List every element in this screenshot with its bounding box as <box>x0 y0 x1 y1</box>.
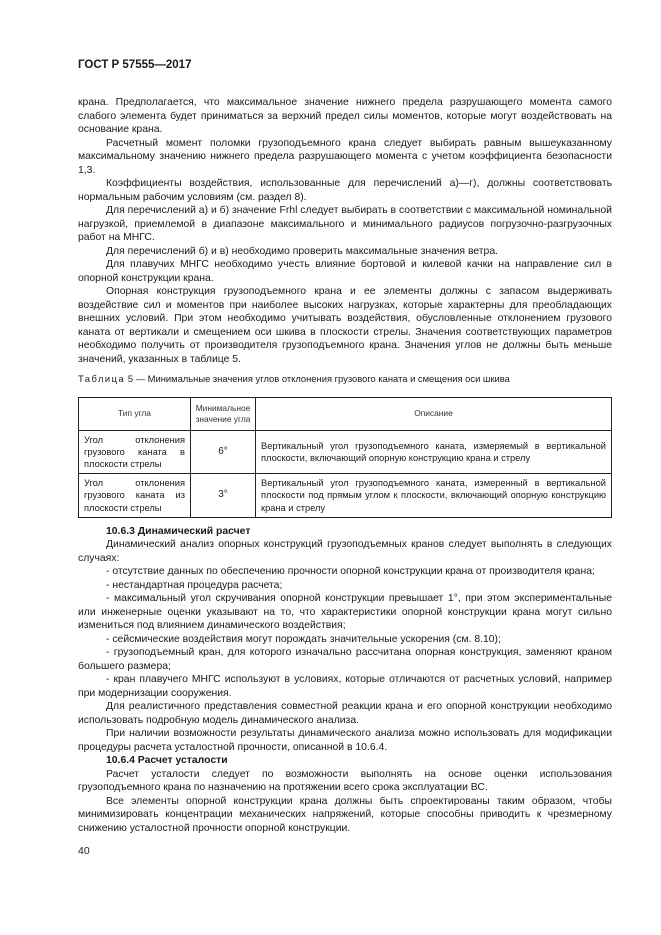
section-heading-10-6-4: 10.6.4 Расчет усталости <box>106 755 228 767</box>
page-number: 40 <box>78 845 90 857</box>
angle-value-cell: 3° <box>191 474 256 518</box>
paragraph: Расчетный момент поломки грузоподъемного крана следует выбирать равным вышеуказанному максимальному значению нижнего предела разрушающего момента с учетом коэффициента безопасности 1,3. <box>78 137 612 176</box>
list-item: - нестандартная процедура расчета; <box>106 579 283 591</box>
table-row <box>79 430 612 474</box>
list-item: - сейсмические воздействия могут порождать значительные ускорения (см. 8.10); <box>106 633 501 645</box>
angle-description-cell: Вертикальный угол грузоподъемного каната, измеряемый в вертикальной плоскости, включающий опорную конструкцию крана и стрелу <box>256 430 612 474</box>
paragraph: Для реалистичного представления совместной реакции крана и его опорной конструкции необходимо использовать подробную модель динамического анализа. <box>78 701 612 726</box>
column-header-type: Тип угла <box>79 397 191 430</box>
paragraph: Опорная конструкция грузоподъемного крана и ее элементы должны с запасом выдерживать воздействие сил и моментов при наиболее высоких нагрузках, которые характерны для преобладающих внешних условий. При этом необходимо учитывать воздействия, обусловленные отклонением грузового каната от вертикали и смещением оси шкива в плоскости стрелы. Значения соответствующих параметров необходимо получить от производителя грузоподъемного крана. Значения углов не должны быть меньше значений, указанных в таблице 5. <box>78 286 612 365</box>
paragraph: Все элементы опорной конструкции крана должны быть спроектированы таким образом, чтобы минимизировать концентрации механических напряжений, которые способны приводить к чрезмерному снижению усталостной прочности опорной конструкции. <box>78 795 612 834</box>
paragraph: Коэффициенты воздействия, использованные для перечислений а)—г), должны соответствовать нормальным рабочим условиям (см. раздел 8). <box>78 178 612 203</box>
body-text <box>78 96 612 835</box>
list-item: - кран плавучего МНГС используют в условиях, которые отличаются от расчетных условий, например при модернизации сооружения. <box>78 674 612 699</box>
table-5 <box>78 397 612 518</box>
table-caption-text: 5 — Минимальные значения углов отклонения грузового каната и смещения оси шкива <box>127 373 510 384</box>
list-item: - максимальный угол скручивания опорной конструкции превышает 1°, при этом экспериментальные или инженерные оценки указывают на то, что характеристики опорной конструкции крана могут сильно измениться под влиянием динамического воздействия; <box>78 593 612 632</box>
table-caption <box>78 372 612 386</box>
angle-description-cell: Вертикальный угол грузоподъемного каната, измеренный в вертикальной плоскости под прямым углом к плоскости, включающий опорную конструкцию крана и стрелу <box>256 474 612 518</box>
table-caption-label: Таблица <box>78 373 126 384</box>
paragraph: При наличии возможности результаты динамического анализа можно использовать для модификации процедуры расчета усталостной прочности, описанной в 10.6.4. <box>78 728 612 753</box>
section-heading-10-6-3: 10.6.3 Динамический расчет <box>106 525 251 537</box>
angle-value-cell: 6° <box>191 430 256 474</box>
table-row <box>79 474 612 518</box>
paragraph: Расчет усталости следует по возможности выполнять на основе оценки использования грузоподъемного крана по назначению на протяжении всего срока эксплуатации ВС. <box>78 768 612 794</box>
column-header-description: Описание <box>256 397 612 430</box>
paragraph: Динамический анализ опорных конструкций грузоподъемных кранов следует выполнять в следующих случаях: <box>78 539 612 564</box>
list-item: - грузоподъемный кран, для которого изначально рассчитана опорная конструкция, заменяют краном большего размера; <box>78 647 612 672</box>
table-header-row <box>79 397 612 430</box>
list-item: - отсутствие данных по обеспечению прочности опорной конструкции крана от производителя крана; <box>106 566 595 578</box>
paragraph: крана. Предполагается, что максимальное значение нижнего предела разрушающего момента самого слабого элемента будет приниматься за верхний предел силы моментов, которые могут воздействовать на основание крана. <box>78 97 612 135</box>
paragraph: Для перечислений а) и б) значение Frhl следует выбирать в соответствии с максимальной номинальной нагрузкой, приемлемой в диапазоне максимального и минимального радиусов погрузочно-разгрузочных работ на МНГС. <box>78 205 612 243</box>
document-header: ГОСТ Р 57555—2017 <box>78 59 192 71</box>
paragraph: Для плавучих МНГС необходимо учесть влияние бортовой и килевой качки на направление сил в опорной конструкции крана. <box>78 259 612 284</box>
paragraph: Для перечислений б) и в) необходимо проверить максимальные значения ветра. <box>106 245 498 257</box>
column-header-min-value: Минимальное значение угла <box>191 397 256 430</box>
angle-type-cell: Угол отклонения грузового каната из плоскости стрелы <box>79 474 191 518</box>
angle-type-cell: Угол отклонения грузового каната в плоскости стрелы <box>79 430 191 474</box>
